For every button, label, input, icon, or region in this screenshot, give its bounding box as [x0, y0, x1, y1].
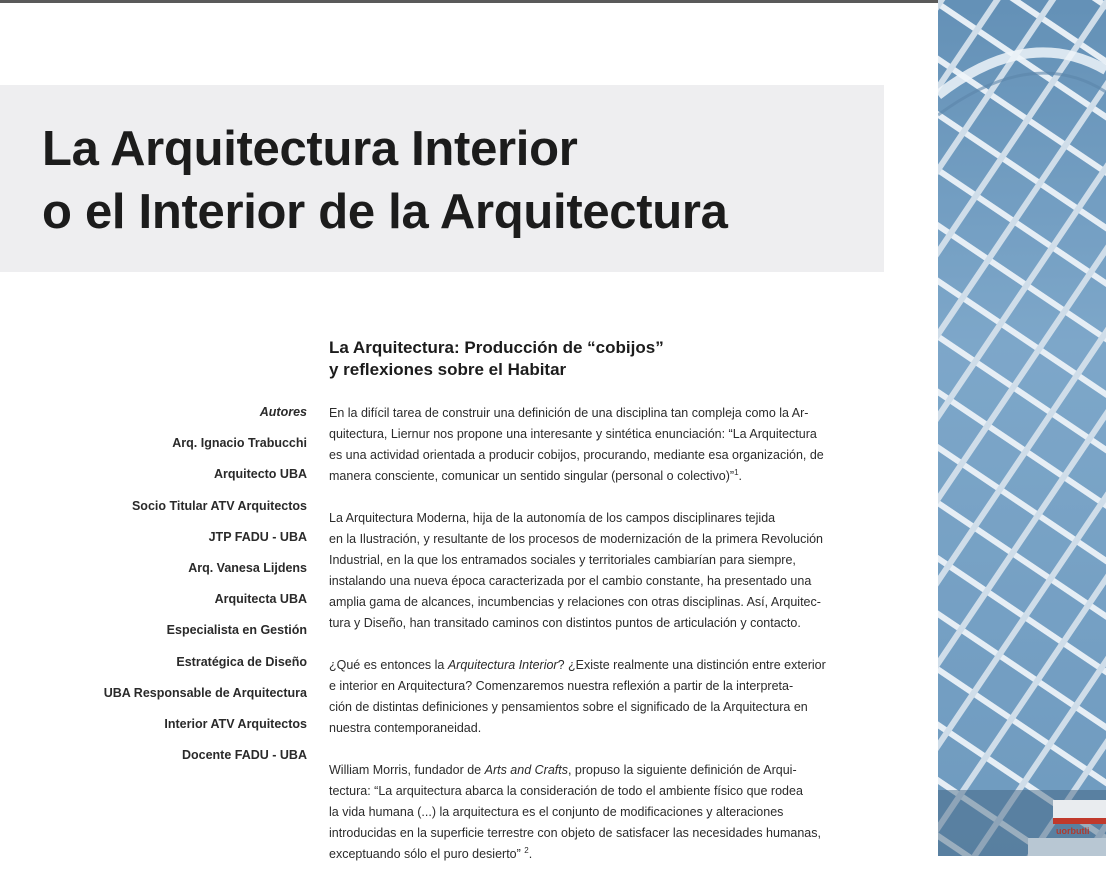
- text-line: nuestra contemporaneidad.: [329, 721, 482, 735]
- text-fragment: ¿Qué es entonces la: [329, 658, 448, 672]
- section-heading-line-2: y reflexiones sobre el Habitar: [329, 360, 567, 379]
- text-fragment: exceptuando sólo el puro desierto”: [329, 847, 525, 861]
- text-line: ción de distintas definiciones y pensamientos sobre el significado de la Arquitectura en: [329, 700, 808, 714]
- footnote-ref-2: 2: [524, 845, 529, 855]
- section-heading: [329, 337, 664, 381]
- author-line: Arq. Vanesa Lijdens: [188, 560, 307, 575]
- text-line: tectura: “La arquitectura abarca la consideración de todo el ambiente físico que rodea: [329, 784, 803, 798]
- lattice-pattern: [938, 0, 1106, 856]
- paragraph-3: [329, 655, 849, 739]
- author-line: Arquitecto UBA: [213, 467, 307, 482]
- author-line: Interior ATV Arquitectos: [164, 716, 307, 731]
- author-line: Socio Titular ATV Arquitectos: [131, 498, 307, 513]
- emphasis-text: Arts and Crafts: [484, 763, 568, 777]
- text-fragment: , propuso la siguiente definición de Arqui-: [567, 763, 797, 777]
- author-line: Estratégica de Diseño: [176, 654, 307, 669]
- title-line-1: La Arquitectura Interior: [42, 122, 578, 176]
- lattice-facade-image: [938, 0, 1106, 856]
- author-line: UBA Responsable de Arquitectura: [103, 685, 307, 700]
- authors-column: [60, 404, 307, 778]
- text-line: En la difícil tarea de construir una definición de una disciplina tan compleja como la Ar-: [329, 406, 809, 420]
- text-line: tura y Diseño, han transitado caminos con distintos puntos de articulación y contacto.: [329, 616, 801, 630]
- top-rule: [0, 0, 938, 3]
- text-line: introducidas en la superficie terrestre con objeto de satisfacer las necesidades humanas,: [329, 826, 821, 840]
- text-line: la vida humana (...) la arquitectura es el conjunto de modificaciones y alteraciones: [329, 805, 784, 819]
- text-line: instalando una nueva época caracterizada por el cambio constante, ha presentado una: [329, 574, 812, 588]
- text-fragment: manera consciente, comunicar un sentido singular (personal o colectivo)”: [329, 469, 735, 483]
- author-line: Arq. Ignacio Trabucchi: [172, 436, 307, 451]
- authors-label: Autores: [259, 405, 307, 419]
- text-line: quitectura, Liernur nos propone una interesante y sintética enunciación: “La Arquitectura: [329, 427, 817, 441]
- text-line: amplia gama de alcances, incumbencias y relaciones con otras disciplinas. Así, Arquitec-: [329, 595, 821, 609]
- text-line-last: [329, 844, 849, 865]
- author-line: JTP FADU - UBA: [208, 529, 307, 544]
- page-title: [42, 118, 728, 244]
- body-text: [329, 403, 849, 886]
- text-line: Industrial, en la que los entramados sociales y territoriales cambiarían para siempre,: [329, 553, 796, 567]
- kiosk-sign-band: [1053, 818, 1106, 824]
- paragraph-2: [329, 508, 849, 634]
- text-fragment: ? ¿Existe realmente una distinción entre exterior: [557, 658, 826, 672]
- text-line: La Arquitectura Moderna, hija de la autonomía de los campos disciplinares tejida: [329, 511, 776, 525]
- paragraph-4: [329, 760, 849, 865]
- text-line: es una actividad orientada a producir cobijos, procurando, mediante esa organización, de: [329, 448, 824, 462]
- footnote-ref-1: 1: [734, 467, 739, 477]
- text-line: e interior en Arquitectura? Comenzaremos nuestra reflexión a partir de la interpreta-: [329, 679, 794, 693]
- title-line-2: o el Interior de la Arquitectura: [42, 185, 728, 239]
- text-fragment: William Morris, fundador de: [329, 763, 485, 777]
- text-fragment: .: [738, 469, 743, 483]
- architecture-photo: [938, 0, 1106, 856]
- section-heading-line-1: La Arquitectura: Producción de “cobijos”: [329, 338, 664, 357]
- text-line: en la Ilustración, y resultante de los procesos de modernización de la primera Revolución: [329, 532, 824, 546]
- author-line: Especialista en Gestión: [166, 623, 307, 638]
- text-line-last: [329, 466, 849, 487]
- kiosk-sign-text: uorbutli: [1056, 826, 1090, 836]
- text-line: [329, 760, 849, 781]
- author-line: Docente FADU - UBA: [181, 748, 307, 763]
- text-fragment: .: [528, 847, 533, 861]
- kiosk-base: [1028, 838, 1106, 856]
- author-line: Arquitecta UBA: [214, 592, 307, 607]
- paragraph-1: [329, 403, 849, 487]
- emphasis-text: Arquitectura Interior: [447, 658, 558, 672]
- text-line: [329, 655, 849, 676]
